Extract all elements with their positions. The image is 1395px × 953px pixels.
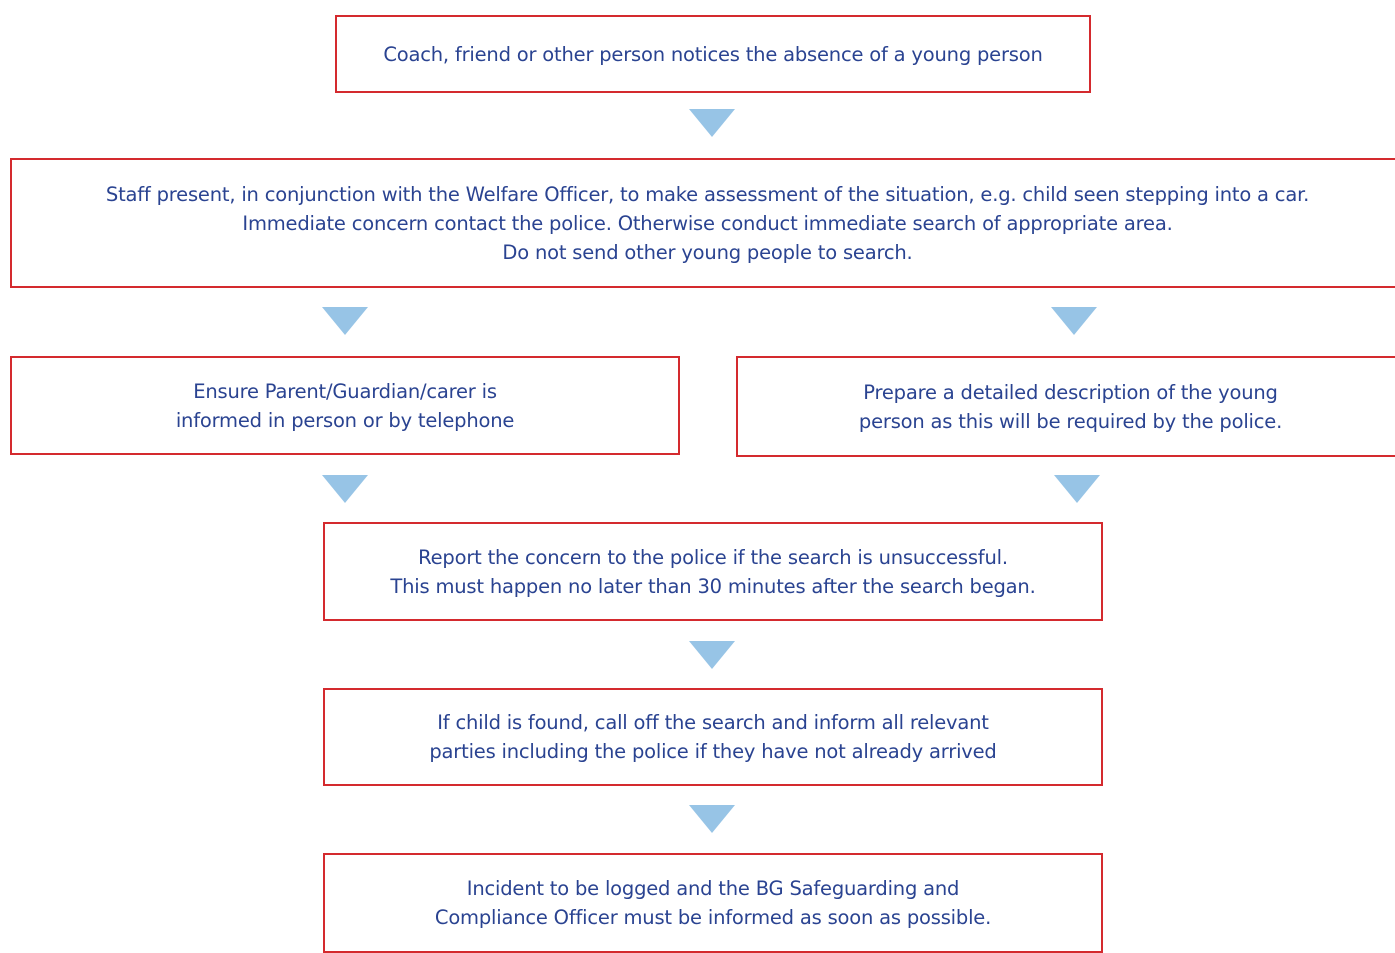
step-report-police-line: Report the concern to the police if the search is unsuccessful. <box>418 545 1008 569</box>
down-arrow-icon <box>1054 475 1100 503</box>
step-found-box <box>323 688 1103 786</box>
step-notice-line: Coach, friend or other person notices the absence of a young person <box>383 42 1043 66</box>
step-describe-box <box>736 356 1395 457</box>
step-inform-parent-line: Ensure Parent/Guardian/carer is <box>193 379 497 403</box>
step-found-line: parties including the police if they have not already arrived <box>429 740 997 763</box>
step-report-police-line: This must happen no later than 30 minutes after the search began. <box>390 574 1036 598</box>
step-assess-box <box>10 158 1395 288</box>
down-arrow-icon <box>322 475 368 503</box>
step-assess-line: Staff present, in conjunction with the Welfare Officer, to make assessment of the situation, e.g. child seen stepping into a car. <box>105 182 1310 206</box>
step-describe-line: Prepare a detailed description of the young <box>863 380 1278 404</box>
down-arrow-icon <box>1051 307 1097 335</box>
step-notice-box <box>335 15 1091 93</box>
down-arrow-icon <box>689 641 735 669</box>
step-describe-line: person as this will be required by the police. <box>858 409 1283 433</box>
down-arrow-icon <box>322 307 368 335</box>
step-inform-parent-box <box>10 356 680 455</box>
step-log-line: Incident to be logged and the BG Safeguarding and <box>466 877 960 900</box>
step-assess-line: Do not send other young people to search. <box>502 240 913 264</box>
down-arrow-icon <box>689 805 735 833</box>
down-arrow-icon <box>689 109 735 137</box>
step-log-box <box>323 853 1103 953</box>
step-assess-line: Immediate concern contact the police. Otherwise conduct immediate search of appropriate area. <box>242 211 1173 235</box>
step-log-line: Compliance Officer must be informed as soon as possible. <box>434 906 992 929</box>
step-report-police-box <box>323 522 1103 621</box>
step-found-line: If child is found, call off the search and inform all relevant <box>437 711 989 734</box>
step-inform-parent-line: informed in person or by telephone <box>175 408 515 432</box>
